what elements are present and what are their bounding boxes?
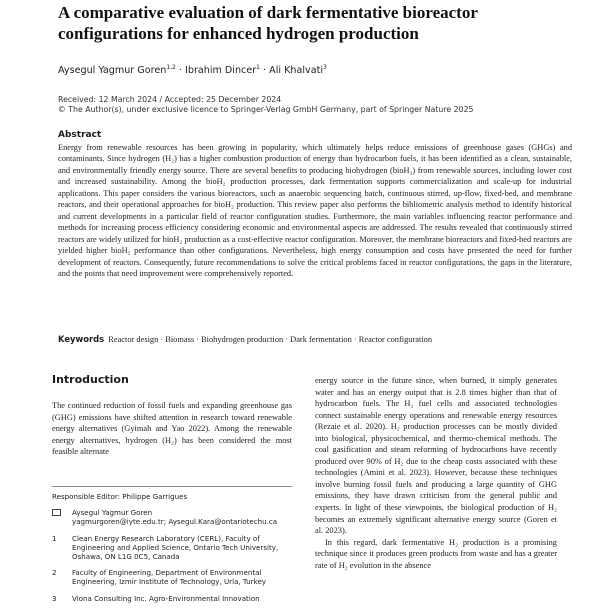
introduction-left-column	[52, 400, 292, 458]
abstract-text: Energy from renewable resources has been growing in popularity, which ultimately helps reduce emissions of greenhouse gases (GHGs) and contaminants. Since hydrogen (H₂) has a higher combustion production of energy than hydrocarbon fuels, it has been identified as a clean, sustainable, and environmentally friendly energy source. There are several benefits to producing biohydrogen (bioH₂) from renewable sources, including lower cost and increased sustainability. Among the bioH₂ production processes, dark fermentation supports commercialization and scale-up for industrial applications. This paper considers the various bioreactors, such as anaerobic sequencing batch, continuous stirred, up-flow, fixed-bed, and membrane reactors, and their operational approaches for bioH₂ production. This review paper also performs the bibliometric analysis method to identify historical and current developments in a particular field of reactor configuration studies. Furthermore, the main variables influencing reactor performance and methods for increasing process efficiency considering economic and environmental aspects are addressed. The results revealed that continuously stirred reactors are widely utilized for bioH₂ production as a cost-effective reactor configuration. Moreover, the membrane bioreactors and fixed-bed reactors are yielded higher bioH₂ performance than other configurations. Nevertheless, high energy consumption and costs have presented the need for further development of reactors. Consequently, future recommendations to solve the critical problems faced in reactor configurations, the gaps in the literature, and the points that need improvement were comprehensively reported.	[58, 143, 572, 278]
affiliation-number: 1	[52, 533, 57, 543]
affiliation-text: Clean Energy Research Laboratory (CERL), Faculty of Engineering and Applied Science, Ontario Tech University, Oshawa, ON L1G 0C5, Canada	[72, 533, 279, 562]
publication-dates	[58, 95, 474, 115]
envelope-icon	[52, 509, 61, 516]
intro-paragraph: In this regard, dark fermentative H₂ production is a promising technique since it produces green products from waste and has a greater rate of H₂ evolution in the absence	[315, 537, 557, 570]
author-separator: ·	[260, 65, 270, 77]
copyright-notice: © The Author(s), under exclusive licence to Springer-Verlag GmbH Germany, part of Springer Nature 2025	[58, 105, 474, 114]
intro-paragraph: energy source in the future since, when burned, it simply generates water and has an energy output that is 2.8 times higher than that of hydrocarbon fuels. The H₂ fuel cells and associated technologies connect sustainable energy operations and renewable energy resources (Rezaie et al. 2020). H₂ production processes can be mostly divided into biological, physicochemical, and thermo-chemical methods. The coal gasification and steam reforming of hydrocarbons have recently produced over 90% of H₂ due to the cheap costs associated with these technologies (Amini et al. 2023). However, because these techniques involve burning fossil fuels and producing a large quantity of GHG emissions, they have drawn criticism from the general public and experts. In light of these viewpoints, the biological production of H₂ becomes an extremely significant alternative energy source (Goren et al. 2023).	[315, 376, 557, 536]
affiliation-text: Faculty of Engineering, Department of Environmental Engineering, Izmir Institute of Technology, Urla, Turkey	[72, 568, 267, 587]
responsible-editor: Responsible Editor: Philippe Garrigues	[52, 492, 188, 501]
article-title: A comparative evaluation of dark fermentative bioreactor configurations for enhanced hydrogen production	[58, 3, 478, 43]
corresponding-author	[52, 508, 297, 526]
author-affiliation-mark: 1,2	[166, 64, 176, 71]
author-separator: ·	[175, 65, 186, 77]
introduction-heading: Introduction	[52, 373, 129, 386]
intro-paragraph: The continued reduction of fossil fuels and expanding greenhouse gas (GHG) emissions have shifted attention in research toward renewable energy alternatives (Gyimah and Yao 2022). Among the renewable energy alternatives, hydrogen (H₂) has been considered the most feasible alternate	[52, 401, 292, 457]
author-name[interactable]: Ali Khalvati	[269, 65, 323, 77]
keywords-line	[58, 334, 572, 344]
keywords-list: Reactor design · Biomass · Biohydrogen production · Dark fermentation · Reactor configuration	[108, 335, 433, 344]
abstract-heading: Abstract	[58, 130, 102, 140]
affiliation-text: Viona Consulting Inc. Agro-Environmental Innovation	[72, 593, 260, 603]
author-affiliation-mark: 3	[323, 64, 327, 71]
affiliation	[52, 534, 297, 562]
introduction-right-column	[315, 375, 557, 571]
affiliation	[52, 568, 297, 586]
received-accepted-dates: Received: 12 March 2024 / Accepted: 25 December 2024	[58, 95, 282, 104]
affiliation	[52, 594, 297, 603]
footnotes	[52, 492, 297, 603]
corresponding-author-name: Aysegul Yagmur Goren	[72, 508, 153, 518]
corresponding-author-emails[interactable]: yagmurgoren@iyte.edu.tr; Aysegul.Kara@ontariotechu.ca	[72, 517, 278, 527]
affiliation-number: 2	[52, 568, 57, 578]
author-name[interactable]: Ibrahim Dincer	[185, 65, 257, 77]
author-name[interactable]: Aysegul Yagmur Goren	[58, 65, 167, 77]
keywords-label: Keywords	[58, 334, 105, 344]
author-list	[58, 64, 327, 76]
footnote-divider	[52, 486, 292, 487]
affiliation-number: 3	[52, 593, 57, 603]
author-affiliation-mark: 1	[256, 64, 260, 71]
